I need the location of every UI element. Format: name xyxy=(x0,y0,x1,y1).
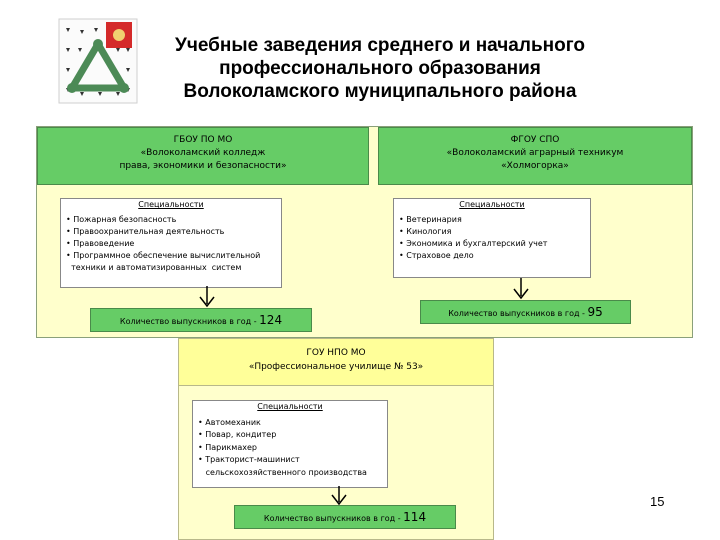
right-institution-name-3: «Холмогорка» xyxy=(501,161,569,171)
bottom-institution-name-1: ГОУ НПО МО xyxy=(306,348,366,358)
title-line-3: Волоколамского муниципального района xyxy=(183,81,577,102)
left-specialty-item: • Пожарная безопасность xyxy=(66,215,177,224)
left-institution-header xyxy=(37,127,369,185)
bottom-specialty-item: сельскохозяйственного производства xyxy=(198,467,367,477)
bottom-specialties-heading: Специальности xyxy=(257,402,323,411)
page-number: 15 xyxy=(650,494,665,509)
left-graduates-label: Количество выпускников в год - xyxy=(119,317,260,326)
left-graduates-value: 124 xyxy=(259,313,283,327)
right-institution-header xyxy=(378,127,692,185)
bottom-graduates-value: 114 xyxy=(403,510,427,524)
left-specialties-heading: Специальности xyxy=(138,200,204,209)
left-specialties-box xyxy=(60,198,282,288)
right-institution-name-1: ФГОУ СПО xyxy=(510,135,560,145)
left-institution-name-3: права, экономики и безопасности» xyxy=(119,161,287,171)
left-specialty-item: • Правоведение xyxy=(66,239,135,248)
left-specialty-item: техники и автоматизированных систем xyxy=(66,263,242,272)
left-institution-name-2: «Волоколамский колледж xyxy=(140,148,266,158)
bottom-institution-name-2: «Профессиональное училище № 53» xyxy=(248,362,424,372)
right-specialty-item: • Страховое дело xyxy=(399,251,474,260)
right-down-arrow-icon xyxy=(502,278,540,302)
right-specialty-item: • Экономика и бухгалтерский учет xyxy=(399,239,548,248)
coat-of-arms-emblem xyxy=(58,18,138,104)
right-institution-name-2: «Волоколамский аграрный техникум xyxy=(446,148,624,158)
right-specialty-item: • Кинология xyxy=(399,227,452,236)
bottom-specialty-item: • Автомеханик xyxy=(198,417,261,427)
left-institution-name-1: ГБОУ ПО МО xyxy=(173,135,233,145)
bottom-specialty-item: • Тракторист-машинист xyxy=(198,455,300,464)
right-graduates-count xyxy=(420,300,631,324)
right-graduates-label: Количество выпускников в год - xyxy=(448,309,588,318)
right-specialties-heading: Специальности xyxy=(459,200,525,209)
title-line-1: Учебные заведения среднего и начального xyxy=(175,35,585,56)
right-specialties-box xyxy=(393,198,591,278)
bottom-graduates-count xyxy=(234,505,456,529)
left-specialty-item: • Программное обеспечение вычислительной xyxy=(66,251,261,260)
left-down-arrow-icon xyxy=(188,286,226,310)
right-specialty-item: • Ветеринария xyxy=(399,215,462,224)
bottom-specialty-item: • Повар, кондитер xyxy=(198,430,277,439)
title-line-2: профессионального образования xyxy=(219,58,541,79)
slide-title xyxy=(130,34,630,103)
right-graduates-value: 95 xyxy=(587,305,603,319)
bottom-specialties-box xyxy=(192,400,388,488)
left-specialty-item: • Правоохранительная деятельность xyxy=(66,227,225,236)
bottom-specialty-item: • Парикмахер xyxy=(198,442,257,452)
bottom-graduates-label: Количество выпускников в год - xyxy=(263,514,404,523)
bottom-institution-header xyxy=(178,338,494,386)
left-graduates-count xyxy=(90,308,312,332)
